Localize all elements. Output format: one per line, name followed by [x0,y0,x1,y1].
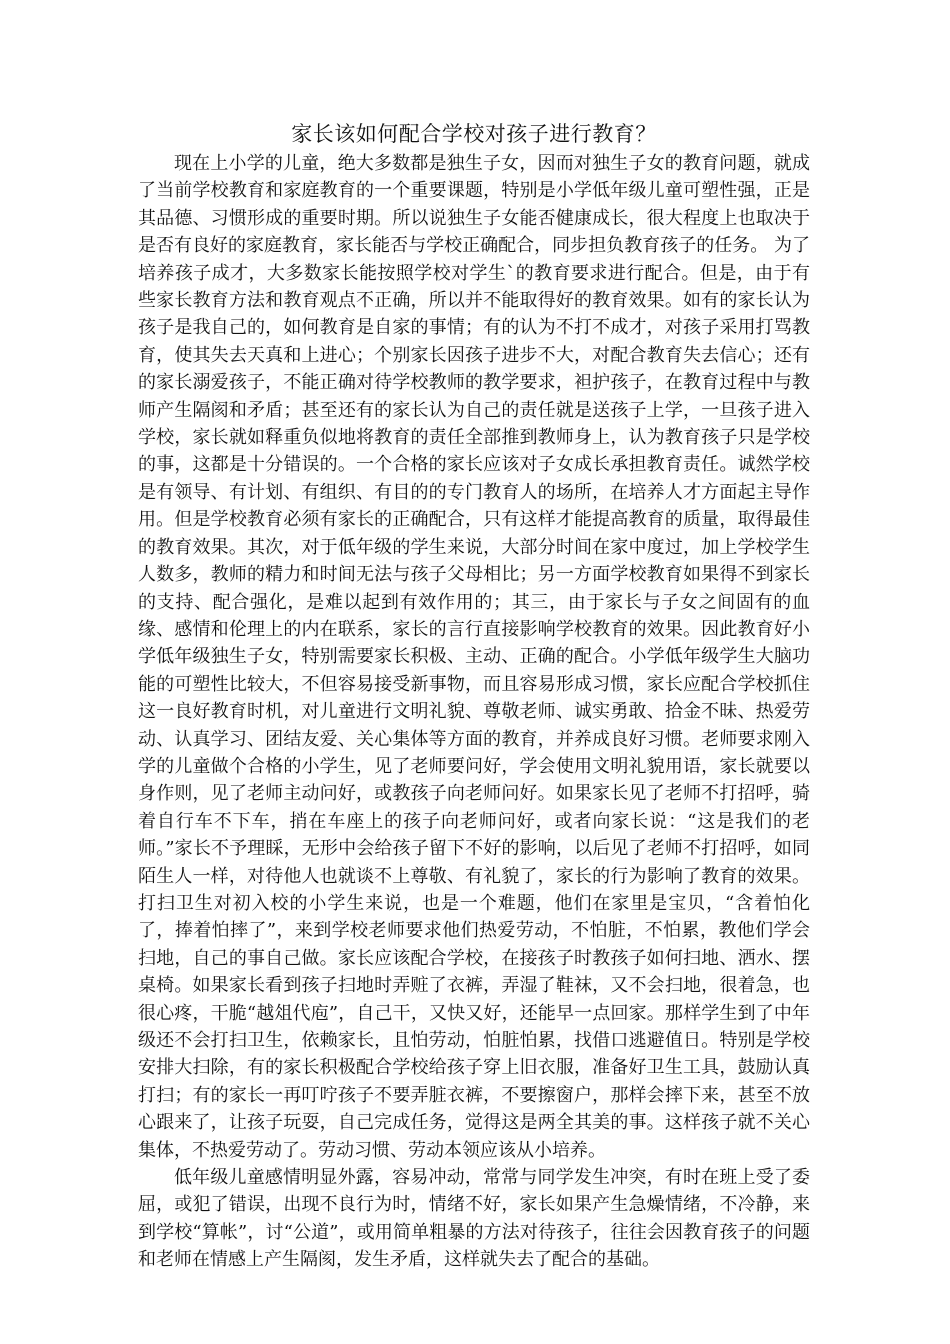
document-page [138,120,810,1274]
body-paragraph-2: 低年级儿童感情明显外露，容易冲动，常常与同学发生冲突，有时在班上受了委屈，或犯了错误，出现不良行为时，情绪不好，家长如果产生急燥情绪，不冷静，来到学校“算帐”，讨“公道”，或用简单粗暴的方法对待孩子，往往会因教育孩子的问题和老师在情感上产生隔阂，发生矛盾，这样就失去了配合的基础。 [138,1167,810,1271]
document-title: 家长该如何配合学校对孩子进行教育？ [291,122,657,146]
body-paragraph-1: 现在上小学的儿童，绝大多数都是独生子女，因而对独生子女的教育问题，就成了当前学校教育和家庭教育的一个重要课题，特别是小学低年级儿童可塑性强，正是其品德、习惯形成的重要时期。所以说独生子女能否健康成长，很大程度上也取决于是否有良好的家庭教育，家长能否与学校正确配合，同步担负教育孩子的任务。 为了培养孩子成才，大多数家长能按照学校对学生`的教育要求进行配合。但是，由于有些家长教育方法和教育观点不正确，所以并不能取得好的教育效果。如有的家长认为孩子是我自己的，如何教育是自家的事情；有的认为不打不成才，对孩子采用打骂教育，使其失去天真和上进心；个别家长因孩子进步不大，对配合教育失去信心；还有的家长溺爱孩子，不能正确对待学校教师的教学要求，袒护孩子，在教育过程中与教师产生隔阂和矛盾；甚至还有的家长认为自己的责任就是送孩子上学，一旦孩子进入学校，家长就如释重负似地将教育的责任全部推到教师身上，认为教育孩子只是学校的事，这都是十分错误的。一个合格的家长应该对子女成长承担教育责任。诚然学校是有领导、有计划、有组织、有目的的专门教育人的场所，在培养人才方面起主导作用。但是学校教育必须有家长的正确配合，只有这样才能提高教育的质量，取得最佳的教育效果。其次，对于低年级的学生来说，大部分时间在家中度过，加上学校学生人数多，教师的精力和时间无法与孩子父母相比；另一方面学校教育如果得不到家长的支持、配合强化，是难以起到有效作用的；其三，由于家长与子女之间固有的血缘、感情和伦理上的内在联系，家长的言行直接影响学校教育的效果。因此教育好小学低年级独生子女，特别需要家长积极、主动、正确的配合。小学低年级学生大脑功能的可塑性比较大，不但容易接受新事物，而且容易形成习惯，家长应配合学校抓住这一良好教育时机，对儿童进行文明礼貌、尊敬老师、诚实勇敢、拾金不昧、热爱劳动、认真学习、团结友爱、关心集体等方面的教育，并养成良好习惯。老师要求刚入学的儿童做个合格的小学生，见了老师要问好，学会使用文明礼貌用语，家长就要以身作则，见了老师主动问好，或教孩子向老师问好。如果家长见了老师不打招呼，骑着自行车不下车，捎在车座上的孩子向老师问好，或者向家长说：“这是我们的老师。”家长不予理睬，无形中会给孩子留下不好的影响，以后见了老师不打招呼，如同陌生人一样，对待他人也就谈不上尊敬、有礼貌了，家长的行为影响了教育的效果。打扫卫生对初入校的小学生来说，也是一个难题，他们在家里是宝贝，“含着怕化了，捧着怕摔了”，来到学校老师要求他们热爱劳动，不怕脏，不怕累，教他们学会扫地，自己的事自己做。家长应该配合学校，在接孩子时教孩子如何扫地、洒水、摆桌椅。如果家长看到孩子扫地时弄赃了衣裤，弄湿了鞋袜，又不会扫地，很着急，也很心疼，干脆“越俎代庖”，自己干，又快又好，还能早一点回家。那样学生到了中年级还不会打扫卫生，依赖家长，且怕劳动，怕脏怕累，找借口逃避值日。特别是学校安排大扫除，有的家长积极配合学校给孩子穿上旧衣服，准备好卫生工具，鼓励认真打扫；有的家长一再叮咛孩子不要弄脏衣裤，不要擦窗户，那样会摔下来，甚至不放心跟来了，让孩子玩耍，自己完成任务，觉得这是两全其美的事。这样孩子就不关心集体，不热爱劳动了。劳动习惯、劳动本领应该从小培养。 [138,153,810,1161]
